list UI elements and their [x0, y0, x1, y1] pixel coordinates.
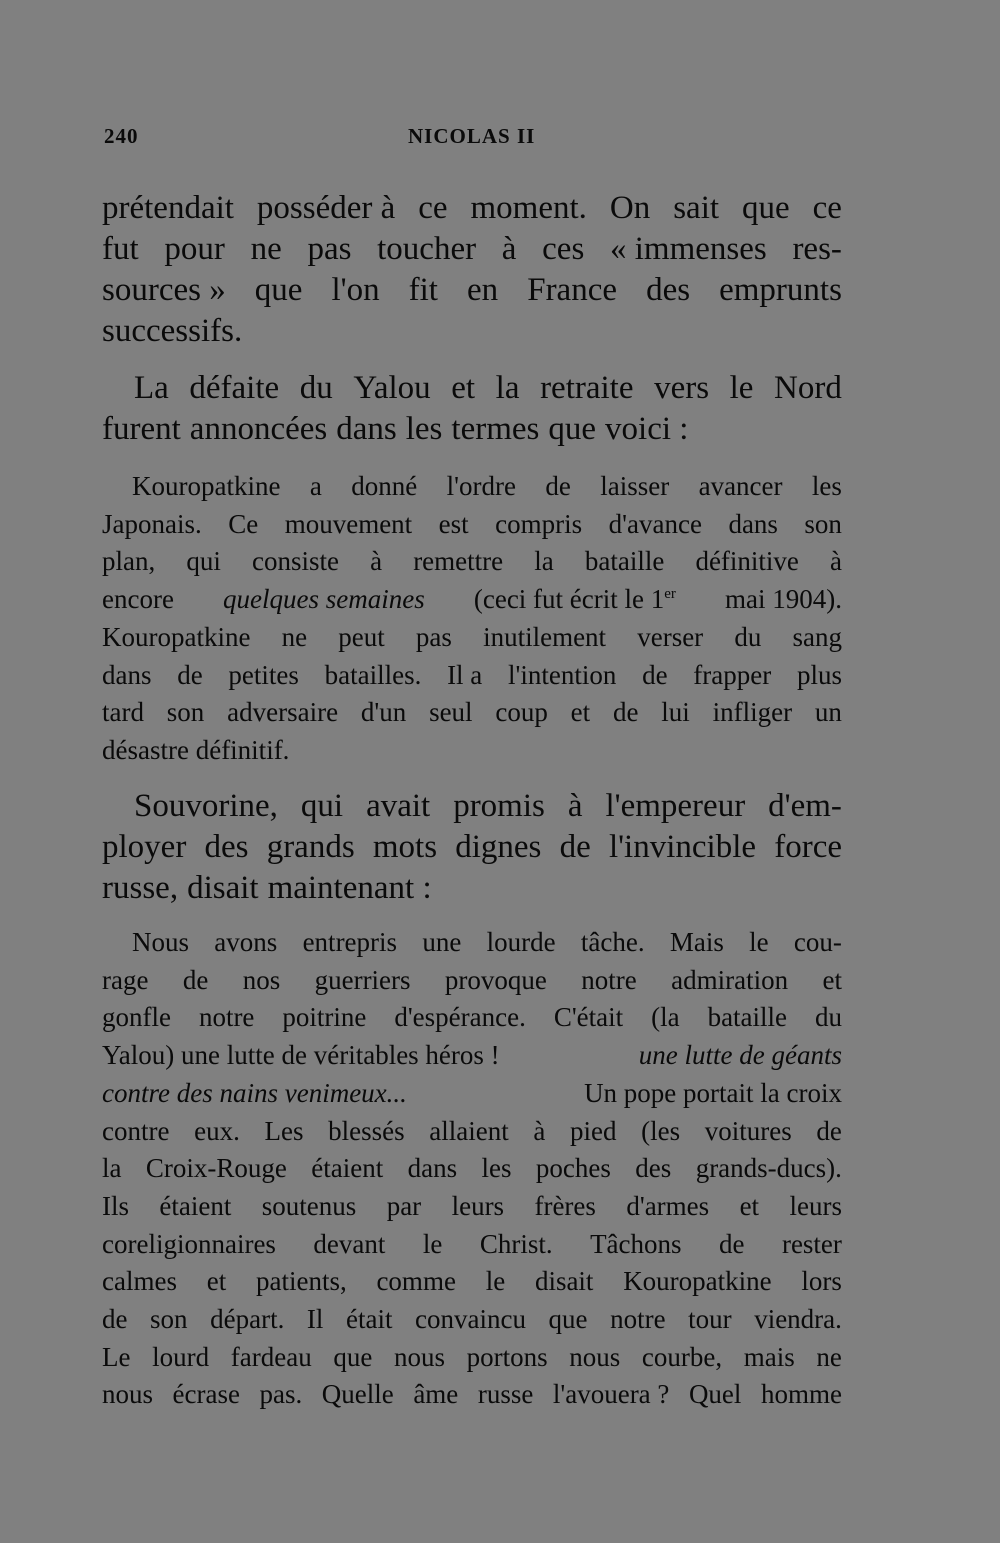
word: les — [811, 471, 842, 501]
word: son — [804, 508, 842, 539]
word: était — [345, 1304, 393, 1335]
text-line-mixed — [102, 1037, 842, 1075]
word: à — [533, 1115, 546, 1146]
word: ces — [542, 231, 585, 267]
italic-run: contre des nains venimeux... — [102, 1077, 407, 1108]
word: dans — [728, 508, 778, 539]
word: coup — [495, 697, 548, 728]
word: Nord — [774, 370, 842, 406]
word: inutilement — [483, 621, 607, 652]
word: d'espérance. — [394, 1002, 526, 1033]
word: la — [495, 370, 520, 406]
word: retraite — [540, 370, 634, 406]
text-run: Un pope portait la croix — [584, 1077, 842, 1108]
word: seul — [429, 697, 473, 728]
word: notre — [610, 1304, 666, 1335]
word: nous — [393, 1341, 445, 1372]
text-line — [102, 270, 842, 311]
word: Christ. — [479, 1228, 553, 1259]
word: nous — [102, 1379, 154, 1410]
word: âme — [413, 1379, 459, 1410]
word: Ils — [102, 1190, 129, 1221]
word: l'ordre — [446, 471, 516, 501]
italic-run: quelques semaines — [223, 584, 425, 615]
word: La — [134, 370, 169, 406]
text-line — [102, 506, 842, 544]
word: Nous — [132, 927, 190, 957]
text-line — [102, 786, 842, 827]
word: avait — [366, 788, 431, 824]
word: adversaire — [227, 697, 339, 728]
word: leurs — [789, 1190, 842, 1221]
word: pied — [569, 1115, 617, 1146]
text-run: Yalou) une lutte de véritables héros ! — [102, 1040, 500, 1071]
word: laisser — [600, 471, 670, 501]
word: portons — [466, 1341, 548, 1372]
word: que — [333, 1341, 373, 1372]
word: d'armes — [626, 1190, 710, 1221]
word: en — [467, 272, 499, 308]
word: emprunts — [719, 272, 842, 308]
word: notre — [198, 1002, 255, 1033]
word: dans — [407, 1153, 458, 1184]
word: l'avouera ? — [552, 1379, 670, 1410]
running-head — [104, 124, 840, 156]
word: Le — [102, 1341, 131, 1372]
word: a — [309, 471, 322, 501]
word: plan, — [102, 546, 156, 577]
word: et — [206, 1266, 227, 1297]
word: infliger — [712, 697, 793, 728]
word: que — [548, 1304, 588, 1335]
word: peut — [338, 621, 385, 652]
word: plus — [796, 659, 842, 690]
text-line — [102, 229, 842, 270]
word: homme — [760, 1379, 842, 1410]
word: et — [822, 964, 842, 995]
word: le — [729, 370, 754, 406]
word: des — [635, 1153, 672, 1184]
word: que — [548, 411, 597, 447]
word: tâche. — [580, 927, 645, 957]
word: dans — [336, 411, 397, 447]
word: rester — [781, 1228, 842, 1259]
word: nous — [569, 1341, 621, 1372]
word: le — [485, 1266, 506, 1297]
word: son — [150, 1304, 188, 1335]
text-run: mai 1904). — [725, 584, 842, 615]
word: départ. — [210, 1304, 285, 1335]
word: soutenus — [261, 1190, 357, 1221]
word: On — [609, 190, 651, 226]
word: frapper — [693, 659, 772, 690]
text-run — [474, 581, 676, 619]
word: pas. — [259, 1379, 303, 1410]
word: de — [102, 1304, 128, 1335]
word: tard — [102, 697, 144, 728]
word: russe — [477, 1379, 534, 1410]
word: fardeau — [230, 1341, 312, 1372]
text-line — [102, 543, 842, 581]
word: pour — [164, 231, 225, 267]
word: grands-ducs). — [695, 1153, 842, 1184]
text-line — [102, 868, 842, 909]
word: pas — [415, 621, 452, 652]
word: contre — [102, 1115, 170, 1146]
word: à — [370, 546, 383, 577]
word: de — [545, 471, 571, 501]
word: posséder à — [256, 190, 396, 226]
quotation-2 — [102, 924, 842, 1414]
word: devant — [313, 1228, 386, 1259]
word: dignes — [455, 829, 542, 865]
word: dans — [102, 659, 152, 690]
text-line — [102, 1263, 842, 1301]
word: étaient — [311, 1153, 384, 1184]
word: l'empereur — [605, 788, 746, 824]
word: provoque — [444, 964, 547, 995]
word: mais — [743, 1341, 795, 1372]
word: une — [422, 927, 462, 957]
word: pas — [307, 231, 352, 267]
word: cou- — [793, 927, 842, 957]
word: courbe, — [641, 1341, 723, 1372]
word: frères — [534, 1190, 596, 1221]
word: Japonais. — [102, 508, 202, 539]
word: comme — [376, 1266, 456, 1297]
text-line — [102, 368, 842, 409]
word: de — [719, 1228, 745, 1259]
word: notre — [581, 964, 637, 995]
word: le — [422, 1228, 443, 1259]
word: de — [559, 829, 591, 865]
word: Yalou — [353, 370, 431, 406]
word: annoncées — [189, 411, 328, 447]
word: de — [177, 659, 203, 690]
word: Tâchons — [590, 1228, 682, 1259]
word: fut — [102, 231, 139, 267]
word: défaite — [189, 370, 280, 406]
word: à — [567, 788, 583, 824]
word: ne — [816, 1341, 842, 1372]
word: nos — [242, 964, 281, 995]
word: guerriers — [314, 964, 411, 995]
word: leurs — [451, 1190, 505, 1221]
text-line-mixed — [102, 1075, 842, 1113]
word: et — [570, 697, 591, 728]
word: lui — [661, 697, 690, 728]
word: voitures — [704, 1115, 792, 1146]
word: que — [254, 272, 303, 308]
word: et — [739, 1190, 760, 1221]
text-line — [102, 732, 842, 770]
word: Souvorine, — [134, 788, 278, 824]
word: des — [204, 829, 249, 865]
word: compris — [495, 508, 583, 539]
page-number: 240 — [104, 124, 139, 148]
text-line — [102, 1113, 842, 1151]
word: res- — [792, 231, 842, 267]
word: calmes — [102, 1266, 177, 1297]
word: Il — [306, 1304, 324, 1335]
word: la — [534, 546, 554, 577]
word: successifs. — [102, 313, 243, 349]
text-line — [102, 188, 842, 229]
word: de — [642, 659, 668, 690]
word: du — [734, 621, 762, 652]
word: à — [830, 546, 842, 577]
word: (les — [641, 1115, 681, 1146]
text-line — [102, 1339, 842, 1377]
word: disait — [187, 870, 259, 906]
word: du — [299, 370, 333, 406]
text-line — [102, 311, 842, 352]
word: qui — [186, 546, 221, 577]
word: viendra. — [754, 1304, 842, 1335]
word: promis — [453, 788, 545, 824]
word: lourd — [152, 1341, 210, 1372]
word: tour — [688, 1304, 732, 1335]
word: Ce — [228, 508, 259, 539]
text-line — [102, 827, 842, 868]
word: furent — [102, 411, 181, 447]
word: d'em- — [768, 788, 842, 824]
word: « immenses — [610, 231, 767, 267]
word: avancer — [698, 471, 783, 501]
word: de — [612, 697, 639, 728]
word: grands — [266, 829, 355, 865]
word: toucher — [377, 231, 477, 267]
word: Kouropatkine — [132, 471, 281, 501]
word: Croix-Rouge — [145, 1153, 287, 1184]
word: l'on — [331, 272, 380, 308]
word: (la — [651, 1002, 680, 1033]
word: définitive — [695, 546, 799, 577]
text-line — [102, 1376, 842, 1414]
word: sources » — [102, 272, 226, 308]
word: gonfle — [102, 1002, 171, 1033]
word: patients, — [255, 1266, 347, 1297]
word: Quel — [688, 1379, 742, 1410]
text-run: encore — [102, 584, 174, 615]
word: prétendait — [102, 190, 234, 226]
text-line — [102, 1150, 842, 1188]
text-line — [102, 999, 842, 1037]
running-title: NICOLAS II — [408, 124, 536, 148]
word: ne — [281, 621, 308, 652]
word: lors — [801, 1266, 842, 1297]
word: du — [814, 1002, 842, 1033]
word: poitrine — [282, 1002, 367, 1033]
word: sang — [792, 621, 842, 652]
word: les — [405, 411, 443, 447]
word: remettre — [413, 546, 504, 577]
word: de — [816, 1115, 842, 1146]
word: qui — [300, 788, 344, 824]
text-line — [102, 619, 842, 657]
word: donné — [351, 471, 418, 501]
text-line — [102, 924, 842, 962]
word: que — [742, 190, 790, 226]
text-line — [102, 657, 842, 695]
text-line — [102, 409, 842, 450]
text-run: (ceci fut écrit le 1 — [473, 584, 665, 615]
word: les — [481, 1153, 512, 1184]
word: C'était — [553, 1002, 624, 1033]
word: consiste — [251, 546, 339, 577]
word: ce — [812, 190, 842, 226]
word: eux. — [194, 1115, 240, 1146]
word: désastre définitif. — [102, 734, 290, 765]
word: blessés — [328, 1115, 405, 1146]
paragraph-3 — [102, 786, 842, 909]
word: d'avance — [608, 508, 702, 539]
word: admiration — [671, 964, 789, 995]
word: Kouropatkine — [102, 621, 251, 652]
word: lourde — [486, 927, 556, 957]
word: mouvement — [284, 508, 413, 539]
word: voici : — [605, 411, 689, 447]
word: à — [501, 231, 517, 267]
italic-run: une lutte de géants — [638, 1040, 842, 1071]
word: vers — [654, 370, 710, 406]
word: poches — [535, 1153, 611, 1184]
word: d'un — [360, 697, 407, 728]
word: l'invincible — [608, 829, 757, 865]
paragraph-2 — [102, 368, 842, 450]
word: batailles. — [324, 659, 422, 690]
text-line — [102, 1226, 842, 1264]
quotation-1 — [102, 468, 842, 770]
word: ce — [418, 190, 448, 226]
word: par — [386, 1190, 422, 1221]
word: Kouropatkine — [623, 1266, 772, 1297]
word: sait — [673, 190, 720, 226]
word: France — [527, 272, 618, 308]
word: un — [814, 697, 842, 728]
text-line — [102, 468, 842, 506]
word: russe, — [102, 870, 179, 906]
text-line-mixed — [102, 581, 842, 619]
superscript: er — [664, 586, 676, 603]
word: force — [774, 829, 842, 865]
word: Les — [264, 1115, 304, 1146]
text-line — [102, 962, 842, 1000]
word: Mais — [669, 927, 724, 957]
word: verser — [637, 621, 704, 652]
word: termes — [451, 411, 540, 447]
word: est — [438, 508, 469, 539]
word: de — [182, 964, 209, 995]
word: bataille — [584, 546, 665, 577]
word: la — [102, 1153, 122, 1184]
word: ployer — [102, 829, 187, 865]
word: Quelle — [321, 1379, 394, 1410]
word: disait — [534, 1266, 594, 1297]
word: coreligionnaires — [102, 1228, 276, 1259]
word: bataille — [707, 1002, 788, 1033]
word: mots — [372, 829, 438, 865]
word: son — [166, 697, 205, 728]
word: des — [646, 272, 691, 308]
word: écrase — [172, 1379, 240, 1410]
word: ne — [250, 231, 282, 267]
word: moment. — [470, 190, 587, 226]
word: l'intention — [508, 659, 617, 690]
word: et — [451, 370, 476, 406]
text-line — [102, 1301, 842, 1339]
word: petites — [228, 659, 299, 690]
text-line — [102, 1188, 842, 1226]
word: étaient — [159, 1190, 232, 1221]
word: Il a — [447, 659, 483, 690]
word: avons — [214, 927, 278, 957]
word: maintenant : — [267, 870, 432, 906]
word: le — [749, 927, 769, 957]
word: allaient — [429, 1115, 509, 1146]
word: entrepris — [302, 927, 398, 957]
word: rage — [102, 964, 149, 995]
paragraph-1 — [102, 188, 842, 352]
text-line — [102, 694, 842, 732]
word: convaincu — [415, 1304, 526, 1335]
word: fit — [408, 272, 438, 308]
